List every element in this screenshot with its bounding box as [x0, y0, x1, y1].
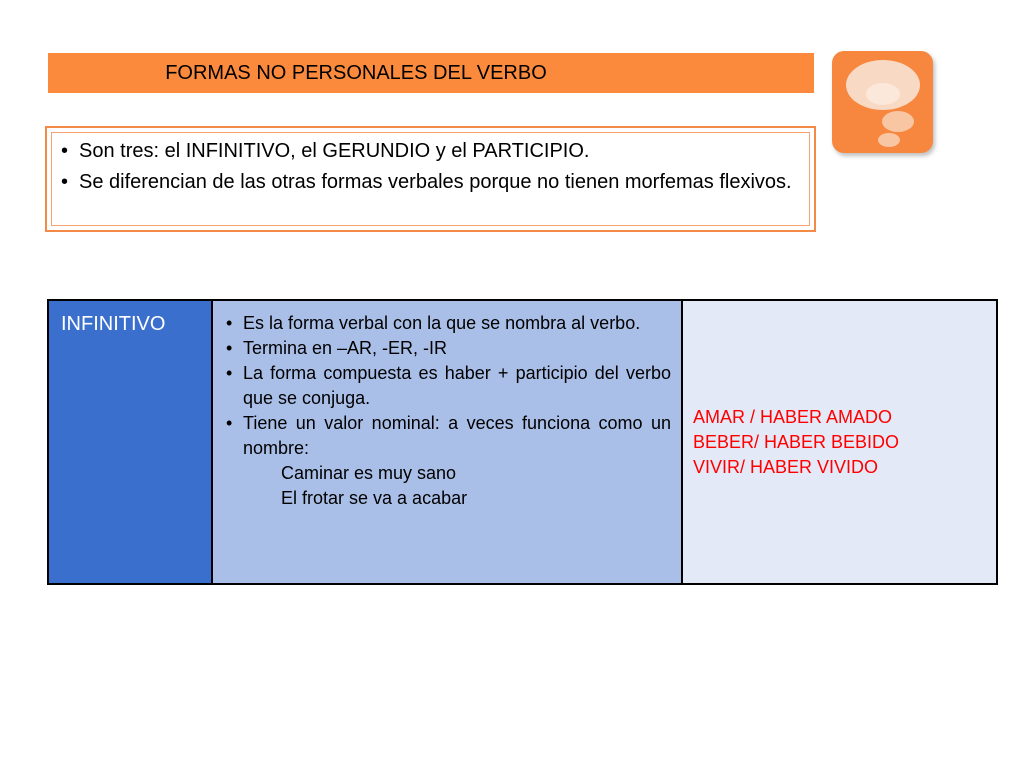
infinitive-table — [47, 299, 998, 585]
form-line: VIVIR/ HABER VIVIDO — [693, 456, 879, 477]
description-list — [213, 301, 681, 461]
bubble-highlight — [866, 83, 900, 105]
intro-list — [55, 136, 795, 198]
forms-cell — [682, 300, 997, 584]
description-item: • Es la forma verbal con la que se nombra al verbo. — [223, 311, 671, 336]
infinitive-label: INFINITIVO — [61, 313, 166, 335]
page-title: FORMAS NO PERSONALES DEL VERBO — [165, 61, 547, 84]
bubble-small — [878, 133, 900, 147]
description-item: • La forma compuesta es haber + participio del verbo que se conjuga. — [223, 361, 671, 411]
description-cell — [212, 300, 682, 584]
label-cell — [48, 300, 212, 584]
question-bubble-icon — [832, 51, 933, 153]
bubble-medium — [882, 111, 914, 132]
example-line: El frotar se va a acabar — [281, 488, 468, 508]
intro-item: • Se diferencian de las otras formas verbales porque no tienen morfemas flexivos. — [55, 167, 795, 198]
description-item: • Tiene un valor nominal: a veces funciona como un nombre: — [223, 411, 671, 461]
example-line: Caminar es muy sano — [281, 463, 457, 483]
table-row — [48, 300, 997, 584]
form-line: AMAR / HABER AMADO — [693, 406, 893, 427]
description-item: • Termina en –AR, -ER, -IR — [223, 336, 671, 361]
intro-item: • Son tres: el INFINITIVO, el GERUNDIO y el PARTICIPIO. — [55, 136, 795, 167]
form-line: BEBER/ HABER BEBIDO — [693, 431, 900, 452]
intro-box — [45, 126, 816, 232]
title-bar — [48, 53, 814, 93]
